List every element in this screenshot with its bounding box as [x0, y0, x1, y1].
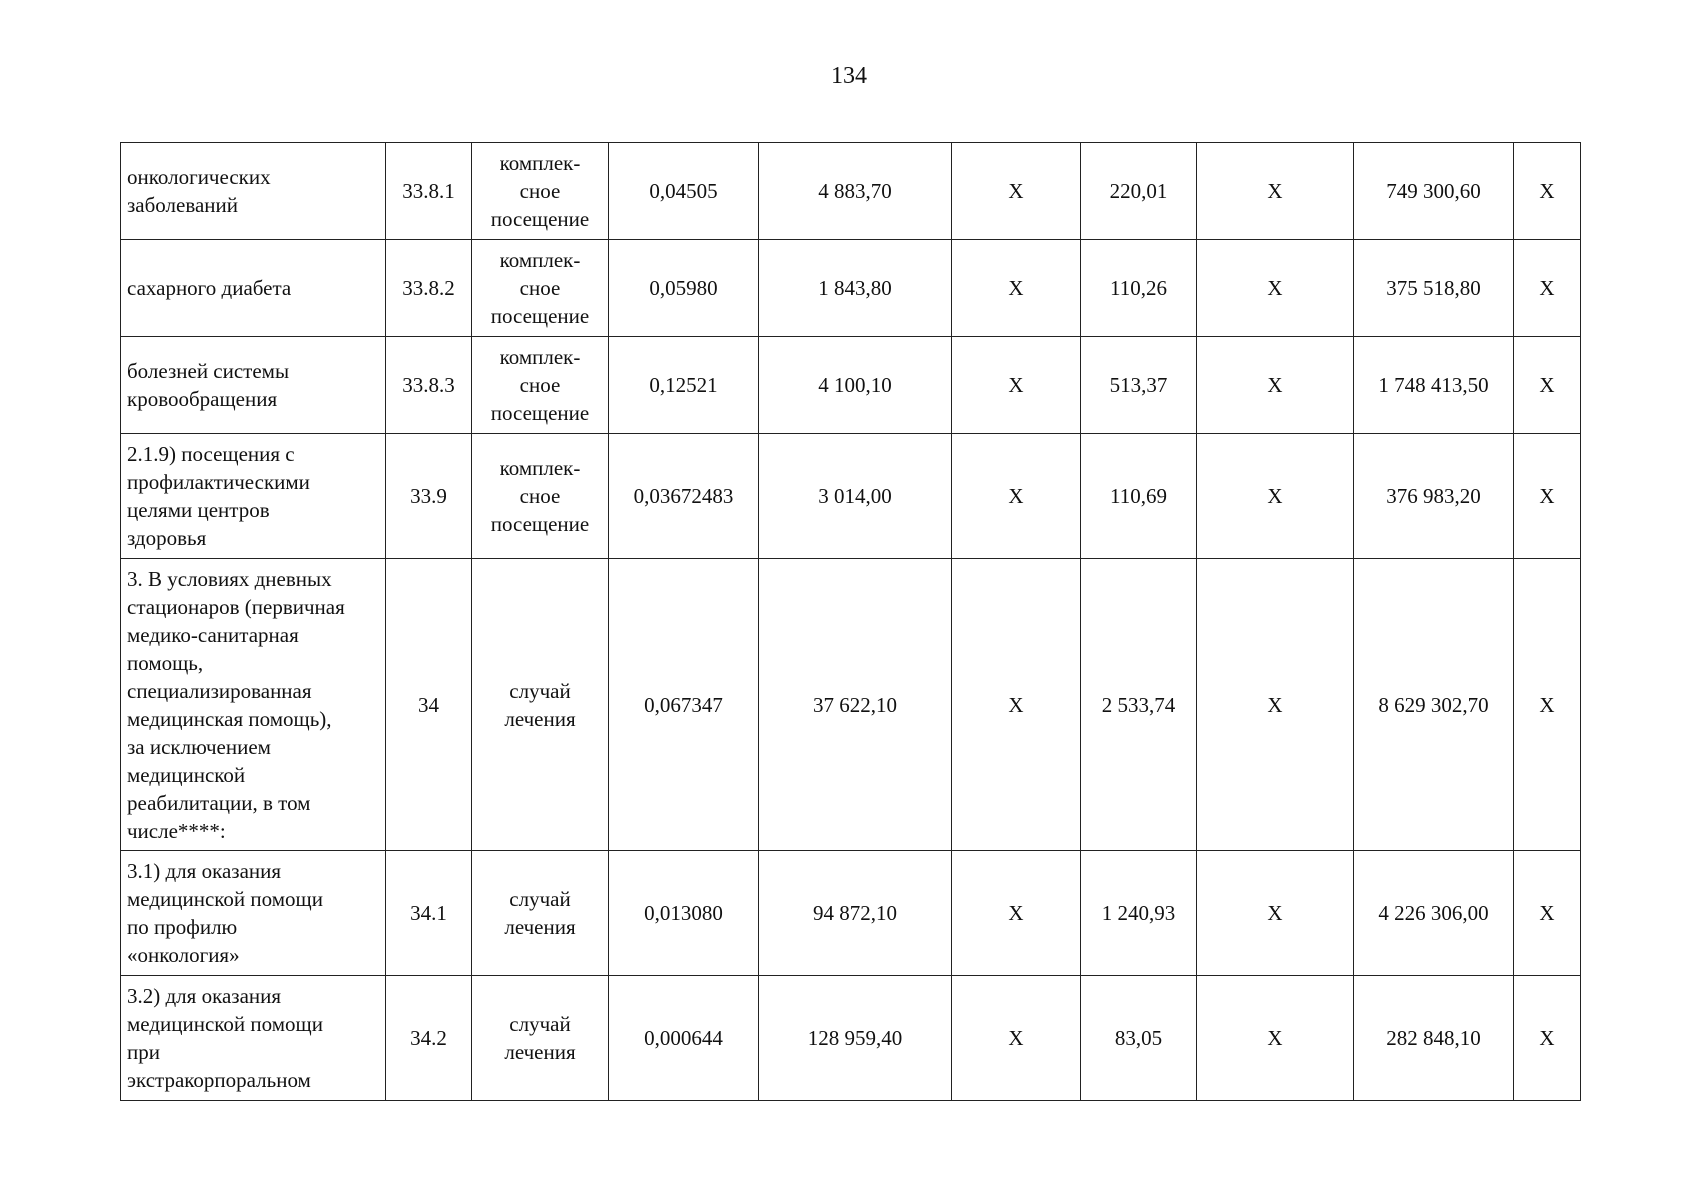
row-col7-cell: 2 533,74 [1081, 559, 1197, 851]
table-row [121, 240, 1581, 337]
row-col6-cell: Х [952, 240, 1081, 337]
row-col7-cell: 110,69 [1081, 434, 1197, 559]
row-col10-cell: Х [1514, 559, 1581, 851]
row-norm-cell: 0,067347 [609, 559, 759, 851]
row-norm-cell: 0,03672483 [609, 434, 759, 559]
row-unit-cell: комплек- сное посещение [472, 434, 609, 559]
row-cost-cell: 1 843,80 [759, 240, 952, 337]
row-name-cell: сахарного диабета [121, 240, 386, 337]
row-col6-cell: Х [952, 559, 1081, 851]
row-col7-cell: 513,37 [1081, 337, 1197, 434]
page-number: 134 [831, 63, 867, 89]
row-norm-cell: 0,013080 [609, 851, 759, 976]
row-col10-cell: Х [1514, 851, 1581, 976]
row-col6-cell: Х [952, 851, 1081, 976]
row-col7-cell: 110,26 [1081, 240, 1197, 337]
row-cost-cell: 37 622,10 [759, 559, 952, 851]
row-col9-cell: 4 226 306,00 [1354, 851, 1514, 976]
row-name-cell: 2.1.9) посещения с профилактическими целями центров здоровья [121, 434, 386, 559]
table-row [121, 851, 1581, 976]
row-norm-cell: 0,12521 [609, 337, 759, 434]
data-table [120, 142, 1581, 1101]
row-cost-cell: 94 872,10 [759, 851, 952, 976]
row-col8-cell: Х [1197, 559, 1354, 851]
row-col9-cell: 1 748 413,50 [1354, 337, 1514, 434]
row-code-cell: 34.2 [386, 976, 472, 1101]
row-code-cell: 33.9 [386, 434, 472, 559]
table-row [121, 337, 1581, 434]
row-col7-cell: 220,01 [1081, 143, 1197, 240]
row-unit-cell: комплек- сное посещение [472, 337, 609, 434]
row-norm-cell: 0,04505 [609, 143, 759, 240]
row-col10-cell: Х [1514, 240, 1581, 337]
row-code-cell: 34.1 [386, 851, 472, 976]
table-row [121, 434, 1581, 559]
row-norm-cell: 0,05980 [609, 240, 759, 337]
row-code-cell: 33.8.1 [386, 143, 472, 240]
row-name-cell: 3.2) для оказания медицинской помощи при экстракорпоральном [121, 976, 386, 1101]
row-unit-cell: комплек- сное посещение [472, 143, 609, 240]
row-col9-cell: 282 848,10 [1354, 976, 1514, 1101]
row-col8-cell: Х [1197, 240, 1354, 337]
row-col8-cell: Х [1197, 434, 1354, 559]
table-row [121, 559, 1581, 851]
row-col6-cell: Х [952, 337, 1081, 434]
row-cost-cell: 4 100,10 [759, 337, 952, 434]
row-cost-cell: 128 959,40 [759, 976, 952, 1101]
row-name-cell: 3. В условиях дневных стационаров (первичная медико-санитарная помощь, специализированная медицинская помощь), за исключением медицинской реабилитации, в том числе****: [121, 559, 386, 851]
row-norm-cell: 0,000644 [609, 976, 759, 1101]
table-row [121, 976, 1581, 1101]
row-col9-cell: 749 300,60 [1354, 143, 1514, 240]
row-col9-cell: 8 629 302,70 [1354, 559, 1514, 851]
row-col9-cell: 376 983,20 [1354, 434, 1514, 559]
row-name-cell: 3.1) для оказания медицинской помощи по профилю «онкология» [121, 851, 386, 976]
row-cost-cell: 4 883,70 [759, 143, 952, 240]
table-row [121, 143, 1581, 240]
row-col10-cell: Х [1514, 143, 1581, 240]
row-col10-cell: Х [1514, 976, 1581, 1101]
row-col10-cell: Х [1514, 434, 1581, 559]
row-name-cell: онкологических заболеваний [121, 143, 386, 240]
row-unit-cell: случай лечения [472, 976, 609, 1101]
row-code-cell: 33.8.3 [386, 337, 472, 434]
row-unit-cell: комплек- сное посещение [472, 240, 609, 337]
row-col7-cell: 1 240,93 [1081, 851, 1197, 976]
row-col6-cell: Х [952, 434, 1081, 559]
row-col8-cell: Х [1197, 337, 1354, 434]
row-unit-cell: случай лечения [472, 559, 609, 851]
row-col7-cell: 83,05 [1081, 976, 1197, 1101]
row-col9-cell: 375 518,80 [1354, 240, 1514, 337]
row-col10-cell: Х [1514, 337, 1581, 434]
row-col8-cell: Х [1197, 976, 1354, 1101]
row-unit-cell: случай лечения [472, 851, 609, 976]
row-code-cell: 33.8.2 [386, 240, 472, 337]
row-col6-cell: Х [952, 143, 1081, 240]
row-col8-cell: Х [1197, 851, 1354, 976]
row-col6-cell: Х [952, 976, 1081, 1101]
row-cost-cell: 3 014,00 [759, 434, 952, 559]
row-col8-cell: Х [1197, 143, 1354, 240]
row-code-cell: 34 [386, 559, 472, 851]
row-name-cell: болезней системы кровообращения [121, 337, 386, 434]
